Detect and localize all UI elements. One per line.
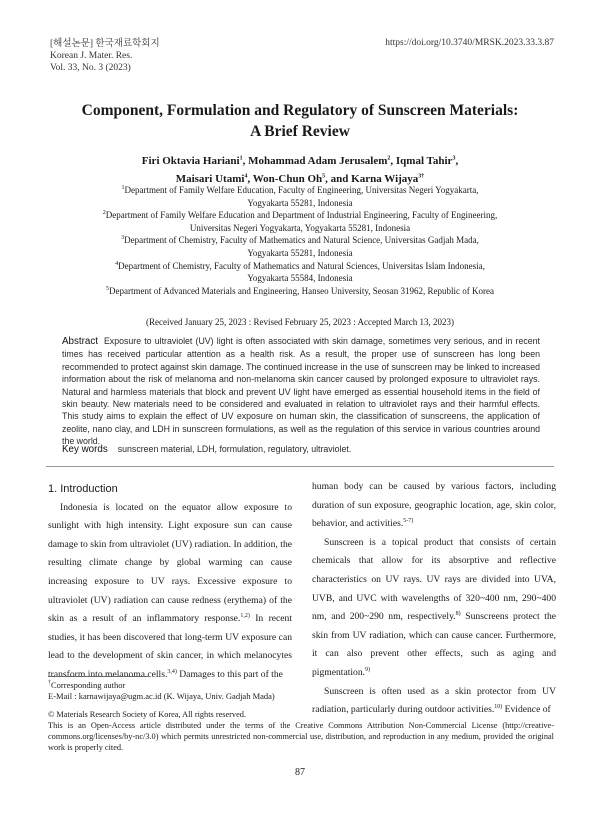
affiliation	[40, 234, 560, 247]
citation[interactable]: 8)	[455, 610, 461, 617]
body-text: Evidence of	[502, 704, 551, 716]
author-name: Iqmal Tahir	[395, 155, 453, 167]
author-affil-sup: 1	[239, 155, 243, 162]
author-separator: ,	[390, 155, 396, 167]
footnote-label: Corresponding author	[51, 680, 126, 690]
body-text: In recent studies, it has been discovered that long-term UV exposure can lead to the development of skin cancer, in which melanocytes transform into melanoma cells.	[48, 613, 292, 680]
author-name: Karna Wijaya	[351, 173, 419, 185]
body-paragraph	[312, 534, 556, 683]
affiliation-text: Department of Family Welfare Education and Department of Industrial Engineering, Faculty of Engineering,	[105, 210, 498, 221]
author-list	[40, 152, 560, 188]
affiliation-sup: 2	[102, 210, 106, 217]
citation[interactable]: 3,4)	[167, 668, 177, 675]
author-email: E-Mail : karnawijaya@ugm.ac.id (K. Wijaya, Univ. Gadjah Mada)	[48, 691, 275, 701]
affiliation	[40, 260, 560, 273]
section-divider	[46, 466, 554, 467]
author-name: Mohammad Adam Jerusalem	[248, 155, 388, 167]
dagger-mark: †	[48, 680, 51, 687]
copyright-notice: © Materials Research Society of Korea, All rights reserved.	[48, 710, 246, 719]
abstract-text: Exposure to ultraviolet (UV) light is often associated with skin damage, sometimes very serious, and in recent times has received particular attention as a health risk. As a result, the proper use of sunscreen has long been recommended to protect against skin damage. The continued increase in the use of sunscreen may be linked to increased information about the risk of melanoma and non-melanoma skin cancer caused by prolonged exposure to ultraviolet rays. Natural and harmless materials that block and prevent UV light have emerged as essential household items in the field of skin beauty. New materials need to be considered and evaluated in relation to ultraviolet rays and their harmful effects. This study aims to explain the effect of UV exposure on human skin, the classification of sunscreens, the application of zeolite, nano clay, and LDH in sunscreen formulations, as well as the regulation of this service in various countries around the world.	[62, 336, 540, 447]
keywords-text: sunscreen material, LDH, formulation, regulatory, ultraviolet.	[117, 444, 352, 454]
affiliation-text: Department of Chemistry, Faculty of Mathematics and Natural Science, Universitas Gadjah Mada,	[124, 235, 479, 246]
affiliation	[40, 285, 560, 298]
citation[interactable]: 5-7)	[403, 518, 414, 524]
affiliation-text: Department of Family Welfare Education, Faculty of Engineering, Universitas Negeri Yogyakarta,	[124, 185, 479, 195]
affiliation-text: Department of Advanced Materials and Engineering, Hanseo University, Seosan 31962, Republic of Korea	[108, 285, 495, 296]
journal-header	[50, 38, 160, 74]
author-separator: , and	[325, 173, 352, 185]
citation[interactable]: 10)	[494, 703, 503, 710]
author-separator: ,	[455, 155, 459, 167]
affiliation-cont: Yogyakarta 55281, Indonesia	[247, 247, 353, 258]
affiliation-cont: Yogyakarta 55281, Indonesia	[247, 197, 353, 208]
affiliation-sup: 3	[121, 235, 125, 242]
affiliation-cont: Yogyakarta 55584, Indonesia	[247, 273, 353, 284]
author-affil-sup: 2	[387, 155, 391, 162]
journal-name-korean: [해설논문] 한국재료학회지	[50, 39, 160, 49]
body-text: Indonesia is located on the equator allow exposure to sunlight with high intensity. Light exposure sun can cause damage to skin from ultraviolet (UV) radiation. In addition, the resulting climate change by global warming can cause increasing exposure to UV rays. Excessive exposure to ultraviolet (UV) radiation can cause redness (erythema) of the skin as a result of an inflammatory response.	[48, 501, 292, 625]
affiliation-list	[40, 184, 560, 297]
left-column	[48, 480, 292, 685]
author-affil-sup: 5	[322, 173, 326, 180]
affiliation-cont: Universitas Negeri Yogyakarta, Yogyakarta 55281, Indonesia	[189, 222, 411, 233]
keywords-label: Key words	[62, 444, 108, 455]
citation[interactable]: 9)	[365, 666, 371, 673]
journal-volume: Vol. 33, No. 3 (2023)	[50, 63, 131, 73]
body-text: Sunscreens protect the skin from UV radiation, which can cause cancer. Furthermore, it can also prevent other effects, such as aging and pigmentation.	[312, 611, 556, 678]
section-heading: 1. Introduction	[48, 483, 118, 495]
affiliation-text: Department of Chemistry, Faculty of Mathematics and Natural Sciences, Universitas Islam Indonesia,	[118, 260, 485, 271]
footnote-divider	[48, 676, 148, 677]
author-affil-sup: 4	[244, 173, 248, 180]
citation[interactable]: 1,2)	[240, 612, 250, 619]
author-separator: ,	[247, 173, 253, 185]
right-column	[312, 478, 556, 720]
body-paragraph	[312, 478, 556, 534]
affiliation-sup: 5	[105, 285, 109, 292]
title-line-1: Component, Formulation and Regulatory of Sunscreen Materials:	[81, 102, 519, 119]
author-separator: ,	[242, 155, 249, 167]
body-text: human body can be caused by various factors, including duration of sun exposure, geographic location, age, skin color, behavior, and activities.	[312, 481, 556, 530]
title-line-2: A Brief Review	[250, 123, 350, 140]
page-number: 87	[295, 767, 305, 778]
body-paragraph	[48, 499, 292, 685]
corresponding-author-footnote	[48, 680, 275, 702]
author-name: Firi Oktavia Hariani	[141, 155, 240, 167]
author-name: Won-Chun Oh	[252, 173, 323, 185]
affiliation	[40, 184, 560, 197]
body-text: Sunscreen is often used as a skin protector from UV radiation, particularly during outdoor activities.	[312, 685, 556, 716]
paper-title	[40, 100, 560, 142]
doi-link[interactable]: https://doi.org/10.3740/MRSK.2023.33.3.87	[385, 38, 554, 48]
author-name: Maisari Utami	[175, 173, 245, 185]
author-affil-sup: 3†	[418, 173, 425, 180]
license-text: This is an Open-Access article distributed under the terms of the Creative Commons Attribution Non-Commercial License (http://creative-commons.org/licenses/by-nc/3.0) which permits unrestricted non-commercial use, distribution, and reproduction in any medium, provided the original work is properly cited.	[48, 721, 554, 752]
body-text: Sunscreen is a topical product that consists of certain chemicals that allow for its absorptive and reflective characteristics on UV rays. UV rays are divided into UVA, UVB, and UVC with wavelengths of 320~400 nm, 290~400 nm, and 200~290 nm, respectively.	[312, 536, 556, 623]
author-affil-sup: 3	[452, 155, 456, 162]
license-block	[48, 709, 554, 753]
author-line-1	[40, 152, 560, 170]
abstract	[62, 335, 540, 448]
journal-name-english: Korean J. Mater. Res.	[50, 51, 133, 61]
body-text: Damages to this part of the	[176, 668, 283, 680]
abstract-label: Abstract	[62, 336, 98, 347]
affiliation-sup: 4	[115, 260, 119, 267]
affiliation-sup: 1	[121, 185, 125, 191]
submission-dates: (Received January 25, 2023 : Revised February 25, 2023 : Accepted March 13, 2023)	[146, 317, 454, 327]
keywords	[62, 444, 540, 455]
affiliation	[40, 209, 560, 222]
